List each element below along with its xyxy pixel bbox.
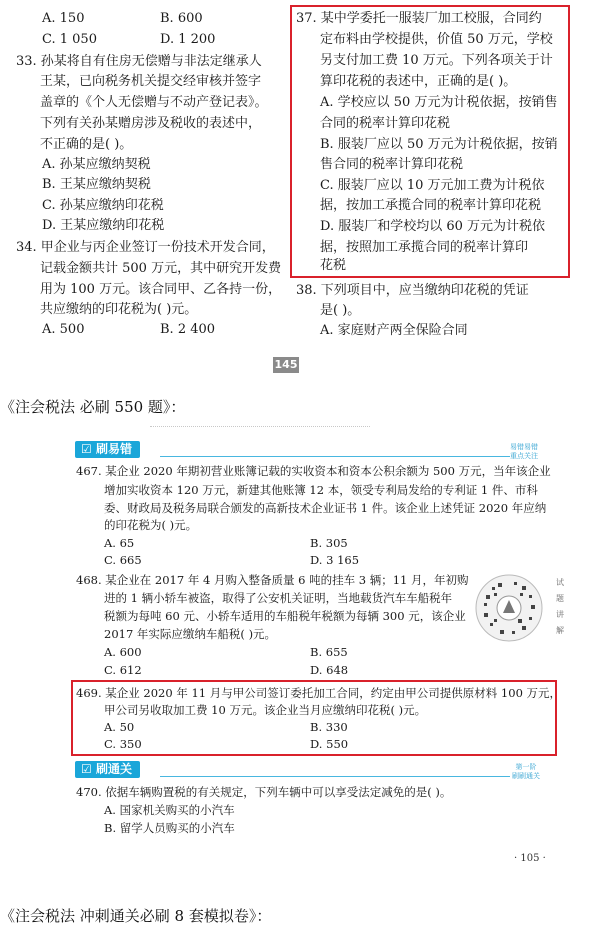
check-box-icon: ☑ xyxy=(81,762,92,776)
q37-option-c-cont: 据，按加工承揽合同的税率计算印花税 xyxy=(320,198,542,213)
q468-line: 468. 某企业在 2017 年 4 月购入整备质量 6 吨的挂车 3 辆；11 月，年初购 xyxy=(76,573,469,587)
q37-option-a: A. 学校应以 50 万元为计税依据，按销售 xyxy=(320,95,558,110)
q37-line: 37. 某中学委托一服装厂加工校服，合同约 xyxy=(296,11,542,26)
q468-line: 2017 年实际应缴纳车船税( )元。 xyxy=(104,627,277,641)
q33-line: 33. 孙某将自有住房无偿赠与非法定继承人 xyxy=(16,54,262,69)
q33-option-b: B. 王某应缴纳契税 xyxy=(42,177,151,192)
q33-line: 下列有关孙某赠房涉及税收的表述中， xyxy=(40,116,262,131)
qr-code-icon[interactable] xyxy=(474,573,544,643)
q37-line: 定布料由学校提供，价值 50 万元，学校 xyxy=(320,32,553,47)
q37-line: 另支付加工费 10 万元。下列各项关于计 xyxy=(320,53,553,68)
q34-line: 记载金额共计 500 万元，其中研究开发费 xyxy=(40,261,282,276)
q32-option-a: A. 150 xyxy=(42,11,85,26)
q467-option-d: D. 3 165 xyxy=(310,553,360,567)
q467-line: 委、财政局及税务局联合颁发的高新技术企业证书 1 件。该企业上述凭证 2020 年应纳 xyxy=(104,501,547,515)
q37-line: 算印花税的表述中，正确的是( )。 xyxy=(320,74,517,89)
banner-tag-line: 第一阶 xyxy=(515,763,537,771)
q469-option-d: D. 550 xyxy=(310,737,349,751)
q32-option-b: B. 600 xyxy=(160,11,203,26)
qr-label: 解 xyxy=(556,626,564,635)
banner-rule xyxy=(160,776,510,777)
page-number-badge: 145 xyxy=(274,358,298,371)
q470-option-a: A. 国家机关购买的小汽车 xyxy=(104,803,235,817)
q37-option-d-cont: 据，按照加工承揽合同的税率计算印 xyxy=(320,240,529,255)
q34-line: 共应缴纳的印花税为( )元。 xyxy=(40,302,198,317)
q468-line: 税额为每吨 60 元、小轿车适用的车船税年税额为每辆 300 元，该企业 xyxy=(104,609,466,623)
q34-option-a: A. 500 xyxy=(42,322,85,337)
q37-option-a-cont: 合同的税率计算印花税 xyxy=(320,116,451,131)
caption-book-2: 《注会税法 冲刺通关必刷 8 套模拟卷》： xyxy=(0,907,272,925)
q467-line: 467. 某企业 2020 年期初营业账簿记载的实收资本和资本公积余额为 500 万元，当年该企业 xyxy=(76,464,551,478)
banner-tag-line: 易错易错 xyxy=(510,443,538,451)
q38-line: 38. 下列项目中，应当缴纳印花税的凭证 xyxy=(296,283,529,298)
q37-option-b: B. 服装厂应以 50 万元为计税依据，按销 xyxy=(320,137,558,152)
caption-book-1: 《注会税法 必刷 550 题》： xyxy=(0,398,186,416)
q468-option-d: D. 648 xyxy=(310,663,349,677)
banner-label: 刷通关 xyxy=(95,762,132,776)
q469-option-b: B. 330 xyxy=(310,720,348,734)
bleed-through-line xyxy=(150,426,370,427)
q34-line: 用为 100 万元。该合同甲、乙各持一份， xyxy=(40,282,282,297)
q37-option-d: D. 服装厂和学校均以 60 万元为计税依 xyxy=(320,219,546,234)
q37-option-b-cont: 售合同的税率计算印花税 xyxy=(320,157,464,172)
q32-option-d: D. 1 200 xyxy=(160,32,216,47)
q467-option-c: C. 665 xyxy=(104,553,142,567)
section-banner-pass xyxy=(75,761,140,778)
q33-line: 不正确的是( )。 xyxy=(40,137,133,152)
q38-line: 是( )。 xyxy=(320,303,361,318)
page-number: · 105 · xyxy=(514,853,546,864)
q469-line: 469. 某企业 2020 年 11 月与甲公司签订委托加工合同，约定由甲公司提供原材料 100 万元， xyxy=(76,686,562,700)
q469-option-a: A. 50 xyxy=(104,720,135,734)
check-box-icon: ☑ xyxy=(81,442,92,456)
qr-label: 试 xyxy=(556,578,564,587)
qr-label: 题 xyxy=(556,594,564,603)
q467-line: 的印花税为( )元。 xyxy=(104,518,198,532)
q467-line: 增加实收资本 120 万元，新建其他账簿 12 本，领受专利局发给的专利证 1 件、市科 xyxy=(104,483,538,497)
banner-tag xyxy=(510,443,538,461)
banner-tag-line: 重点关注 xyxy=(510,452,538,460)
q468-option-c: C. 612 xyxy=(104,663,142,677)
q470-line: 470. 依据车辆购置税的有关规定，下列车辆中可以享受法定减免的是( )。 xyxy=(76,785,452,799)
section-banner-easy-mistakes xyxy=(75,441,140,458)
q467-option-b: B. 305 xyxy=(310,536,348,550)
banner-rule xyxy=(160,456,510,457)
q32-option-c: C. 1 050 xyxy=(42,32,97,47)
q33-option-a: A. 孙某应缴纳契税 xyxy=(42,157,151,172)
q34-line: 34. 甲企业与丙企业签订一份技术开发合同， xyxy=(16,240,275,255)
q469-option-c: C. 350 xyxy=(104,737,142,751)
q37-option-c: C. 服装厂应以 10 万元加工费为计税依 xyxy=(320,178,545,193)
q34-option-b: B. 2 400 xyxy=(160,322,216,337)
banner-tag-line: 刷刷通关 xyxy=(512,772,540,780)
q33-option-d: D. 王某应缴纳印花税 xyxy=(42,218,165,233)
q468-line: 进的 1 辆小轿车被盗，取得了公安机关证明，当地载货汽车车船税年 xyxy=(104,591,453,605)
q38-option-a: A. 家庭财产两全保险合同 xyxy=(320,323,468,338)
banner-label: 刷易错 xyxy=(95,442,132,456)
q468-option-b: B. 655 xyxy=(310,645,348,659)
banner-tag xyxy=(512,763,540,781)
q469-line: 甲公司另收取加工费 10 万元。该企业当月应缴纳印花税( )元。 xyxy=(104,703,427,717)
q468-option-a: A. 600 xyxy=(104,645,142,659)
q33-line: 王某，已向税务机关提交经审核并签字 xyxy=(40,74,262,89)
q470-option-b: B. 留学人员购买的小汽车 xyxy=(104,821,235,835)
qr-label: 讲 xyxy=(556,610,564,619)
q37-option-d-cont: 花税 xyxy=(320,258,347,273)
q33-option-c: C. 孙某应缴纳印花税 xyxy=(42,198,164,213)
q33-line: 盖章的《个人无偿赠与不动产登记表》。 xyxy=(40,95,268,110)
q467-option-a: A. 65 xyxy=(104,536,135,550)
